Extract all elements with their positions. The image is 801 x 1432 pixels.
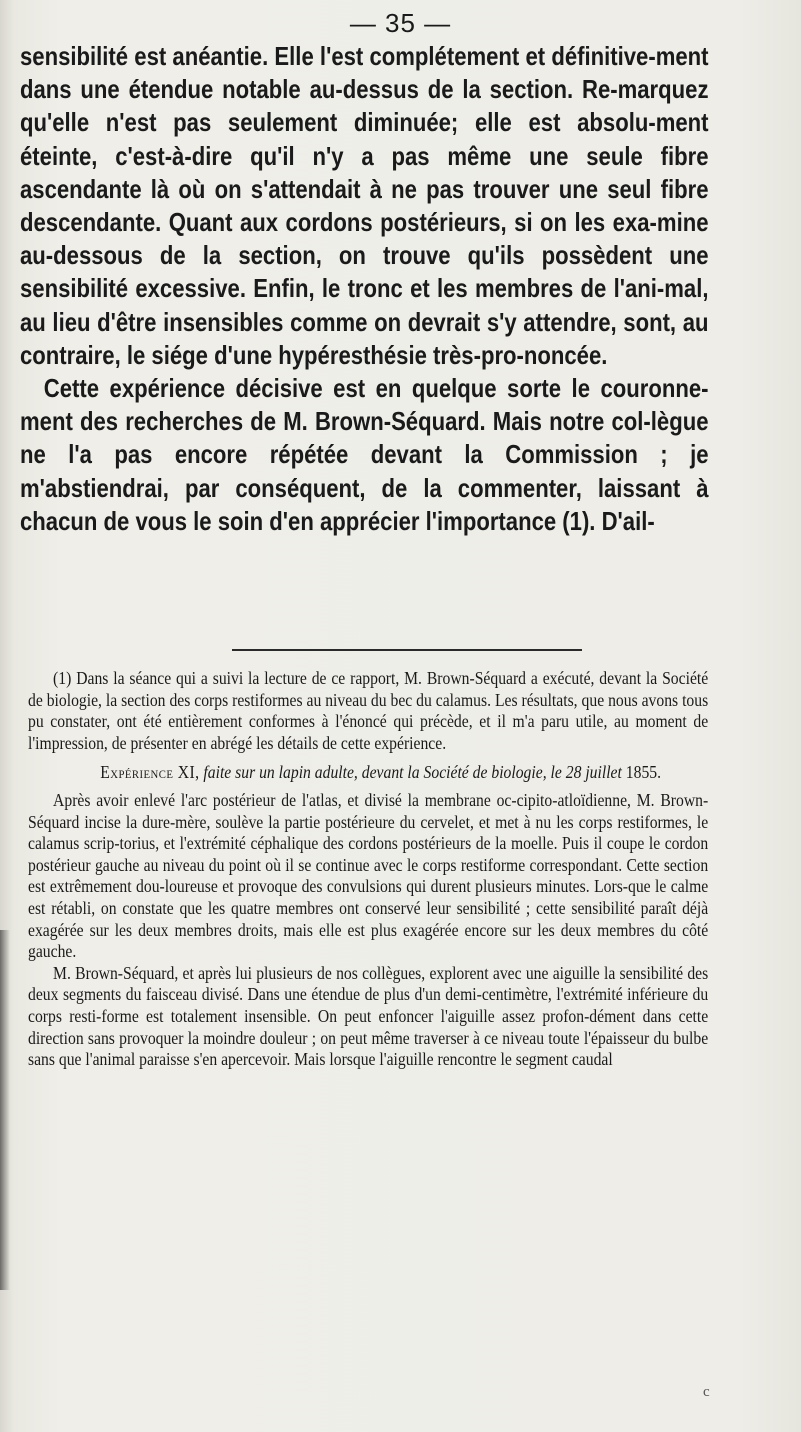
paragraph-2: Cette expérience décisive est en quelque sorte le couronne-ment des recherches de M. Brown-Séquard. Mais notre col-lègue ne l'a pas encore répétée devant la Commission ; je m'abstiendrai, par conséquent, de la commenter, laissant à chacun de vous le soin d'en apprécier l'importance (1). D'ail-: [20, 373, 709, 536]
footnote: (1) Dans la séance qui a suivi la lecture de ce rapport, M. Brown-Séquard a exécuté, devant la Société de biologie, la section des corps restiformes au niveau du bec du calamus. Les résultats, que nous avons tous pu constater, ont été entièrement conformes à l'énoncé qui précède, et il m'a paru utile, au moment de l'impression, de présenter en abrégé les détails de cette expérience.: [28, 668, 709, 753]
experience-paragraph-2: M. Brown-Séquard, et après lui plusieurs de nos collègues, explorent avec une aiguille la sensibilité des deux segments du faisceau divisé. Dans une étendue de plus d'un demi-centimètre, l'extrémité inférieure du corps resti-forme est totalement insensible. On peut enfoncer l'aiguille assez profon-dément dans cette direction sans provoquer la moindre douleur ; on peut même traverser à ce niveau toute l'épaisseur du bulbe sans que l'animal paraisse s'en apercevoir. Mais lorsque l'aiguille rencontre le segment caudal: [28, 962, 709, 1070]
experience-heading: [28, 762, 708, 784]
experience-year: 1855.: [625, 762, 662, 783]
page-number: — 35 —: [349, 8, 452, 38]
paragraph-1: sensibilité est anéantie. Elle l'est complétement et définitive-ment dans une étendue notable au-dessus de la section. Re-marquez qu'elle n'est pas seulement diminuée; elle est absolu-ment éteinte, c'est-à-dire qu'il n'y a pas même une seule fibre ascendante là où on s'attendait à ne pas trouver une seul fibre descendante. Quant aux cordons postérieurs, si on les exa-mine au-dessous de la section, on trouve qu'ils possèdent une sensibilité excessive. Enfin, le tronc et les membres de l'ani-mal, au lieu d'être insensibles comme on devrait s'y attendre, sont, au contraire, le siége d'une hypéresthésie très-pro-noncée.: [20, 41, 709, 370]
footnote-rule: [232, 649, 582, 651]
stray-mark: c: [703, 1384, 710, 1400]
experience-paragraph-1: Après avoir enlevé l'arc postérieur de l'atlas, et divisé la membrane oc-cipito-atloïdienne, M. Brown-Séquard incise la dure-mère, soulève la partie postérieure du cervelet, et met à nu les corps restiformes, le calamus scrip-torius, et l'extrémité céphalique des cordons postérieurs de la moelle. Puis il coupe le cordon postérieur gauche au niveau du point où il se continue avec le corps restiforme correspondant. Cette section est extrêmement dou-loureuse et provoque des convulsions qui durent plusieurs minutes. Lors-que le calme est rétabli, on constate que les quatre membres ont conservé leur sensibilité ; cette sensibilité paraît déjà exagérée sur les deux membres droits, mais elle est plus exagérée encore sur les deux membres du côté gauche.: [28, 789, 709, 962]
experience-title: faite sur un lapin adulte, devant la Société de biologie, le 28 juillet: [203, 762, 622, 783]
footnote-block: [28, 668, 708, 1071]
main-text: [20, 40, 709, 538]
experience-label: Expérience XI,: [100, 762, 200, 783]
binding-shadow: [0, 930, 10, 1290]
